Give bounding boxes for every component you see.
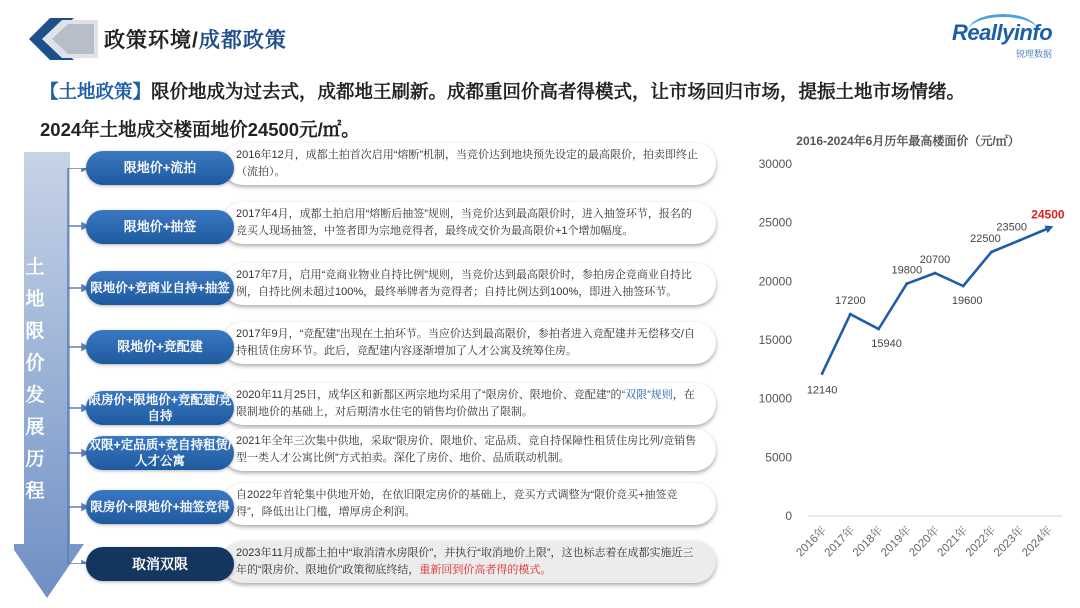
y-tick-label: 10000	[758, 391, 792, 406]
page-title	[104, 24, 287, 54]
data-label: 17200	[835, 295, 866, 308]
headline-bracket: 【土地政策】	[40, 81, 152, 102]
policy-card-5	[222, 383, 716, 425]
title-part-2: 成都政策	[198, 29, 287, 52]
x-tick-label: 2016年	[794, 524, 830, 560]
chart-title: 2016-2024年6月历年最高楼面价（元/㎡）	[796, 134, 1020, 148]
brand-logo	[946, 20, 1066, 60]
y-tick-label: 20000	[758, 274, 792, 289]
policy-text-2: 2017年4月，成都土拍启用“熔断后抽签”规则，当竞价达到最高限价时，进入抽签环节，报名的竞买人现场抽签，中签者即为宗地竞得者，最终成交价为最高限价+1个增加幅度。	[236, 208, 692, 237]
policy-text-8a: 2023年11月成都土拍中“取消清水房限价”，并执行“取消地价上限”，这也标志着在成都实施近三年的“限房价、限地价”政策彻底终结，	[236, 547, 694, 576]
y-tick-label: 5000	[765, 450, 792, 465]
policy-tag-8: 取消双限	[86, 547, 234, 581]
policy-tag-4: 限地价+竞配建	[86, 330, 234, 364]
data-label: 23500	[996, 221, 1027, 234]
title-part-1: 政策环境/	[104, 29, 199, 52]
policy-text-5	[236, 387, 702, 421]
data-label: 19600	[951, 295, 983, 308]
x-tick-label: 2023年	[991, 524, 1027, 560]
x-tick-label: 2021年	[935, 524, 971, 560]
x-tick-label: 2018年	[850, 524, 886, 560]
price-line-chart	[740, 150, 1072, 600]
data-label: 20700	[919, 254, 951, 267]
x-tick-label: 2022年	[963, 524, 999, 560]
policy-tag-7: 限房价+限地价+抽签竞得	[86, 490, 234, 524]
policy-text-6: 2021年全年三次集中供地，采取“限房价、限地价、定品质、竞自持保障性租赁住房比列/竞销售型一类人才公寓比例”方式拍卖。深化了房价、地价、品质联动机制。	[236, 435, 697, 464]
headline-line-2: 2024年土地成交楼面地价24500元/㎡。	[40, 119, 360, 140]
y-tick-label: 30000	[758, 157, 792, 171]
policy-card-1	[222, 143, 716, 185]
timeline-label: 土地限价发展历程	[25, 257, 45, 502]
policy-card-3	[222, 263, 716, 305]
data-point	[821, 372, 824, 375]
policy-text-4: 2017年9月，“竞配建”出现在土拍环节。当应价达到最高限价，参拍者进入竞配建并无偿移交/自持租赁住房环节。此后，竞配建内容逐渐增加了人才公寓及统筹住房。	[236, 328, 695, 357]
x-tick-label: 2024年	[1020, 524, 1055, 560]
policy-tag-2: 限地价+抽签	[86, 210, 234, 244]
policy-card-7	[222, 483, 716, 525]
data-point	[849, 313, 852, 316]
y-tick-label: 15000	[758, 333, 792, 347]
policy-text-8-highlight: 重新回到价高者得的模式。	[419, 564, 552, 576]
policy-tag-1: 限地价+流拍	[86, 151, 234, 185]
data-label: 19800	[891, 264, 923, 277]
x-tick-label: 2019年	[879, 524, 914, 560]
data-point	[934, 272, 937, 275]
policy-text-5a: 2020年11月25日，成华区和新都区两宗地均采用了“限房价、限地价、竞配建”的	[236, 389, 622, 401]
logo-sub-text: 锐理数据	[1015, 49, 1052, 59]
timeline-connector	[66, 168, 88, 564]
policy-text-1: 2016年12月，成都土拍首次启用“熔断”机制，当竞价达到地块预先设定的最高限价，拍卖即终止（流拍）。	[236, 149, 699, 178]
policy-text-7: 自2022年首轮集中供地开始，在依旧限定房价的基础上，竞买方式调整为“限价竞买+抽签竞得”，降低出让门槛，增厚房企利润。	[236, 489, 678, 518]
headline-line-1	[40, 78, 965, 104]
policy-card-2	[222, 202, 716, 244]
data-point	[962, 285, 965, 288]
headline-text-1: 限价地成为过去式，成都地王刷新。成都重回价高者得模式，让市场回归市场，提振土地市场情绪。	[151, 81, 966, 102]
policy-text-5-highlight: “双限”规则	[621, 389, 673, 401]
policy-tag-6: 双限+定品质+竞自持租赁/人才公寓	[86, 436, 234, 470]
data-label: 22500	[970, 233, 1001, 245]
logo-brand-text: Reallyinfo	[952, 20, 1053, 45]
data-point	[990, 251, 993, 254]
policy-text-8	[236, 545, 702, 579]
x-tick-label: 2020年	[907, 524, 943, 560]
policy-tag-3: 限地价+竞商业自持+抽签	[86, 271, 234, 305]
y-tick-label: 0	[785, 509, 792, 523]
policy-tag-5: 限房价+限地价+竞配建/竞自持	[86, 391, 234, 425]
policy-card-8	[222, 541, 716, 583]
data-point	[877, 327, 880, 330]
policy-text-3: 2017年7月，启用“竞商业物业自持比例”规则，当竞价达到最高限价时，参拍房企竞商业自持比例，自持比例未超过100%，最终举牌者为竞得者；自持比例达到100%，即进入抽签环节。	[236, 269, 692, 298]
data-label: 15940	[871, 337, 902, 350]
policy-text-5c: ，在限制地价的基础上，对后期清水住宅的销售均价做出了限制。	[236, 389, 695, 418]
policy-card-4	[222, 322, 716, 364]
x-tick-label: 2017年	[822, 524, 858, 560]
data-label: 24500	[1031, 207, 1065, 222]
data-point	[1046, 227, 1049, 230]
y-tick-label: 25000	[758, 215, 792, 230]
header-decoration-icon	[28, 16, 100, 62]
policy-card-6	[222, 429, 716, 471]
data-label: 12140	[806, 384, 838, 397]
data-point	[1018, 239, 1021, 242]
data-point	[905, 282, 908, 285]
